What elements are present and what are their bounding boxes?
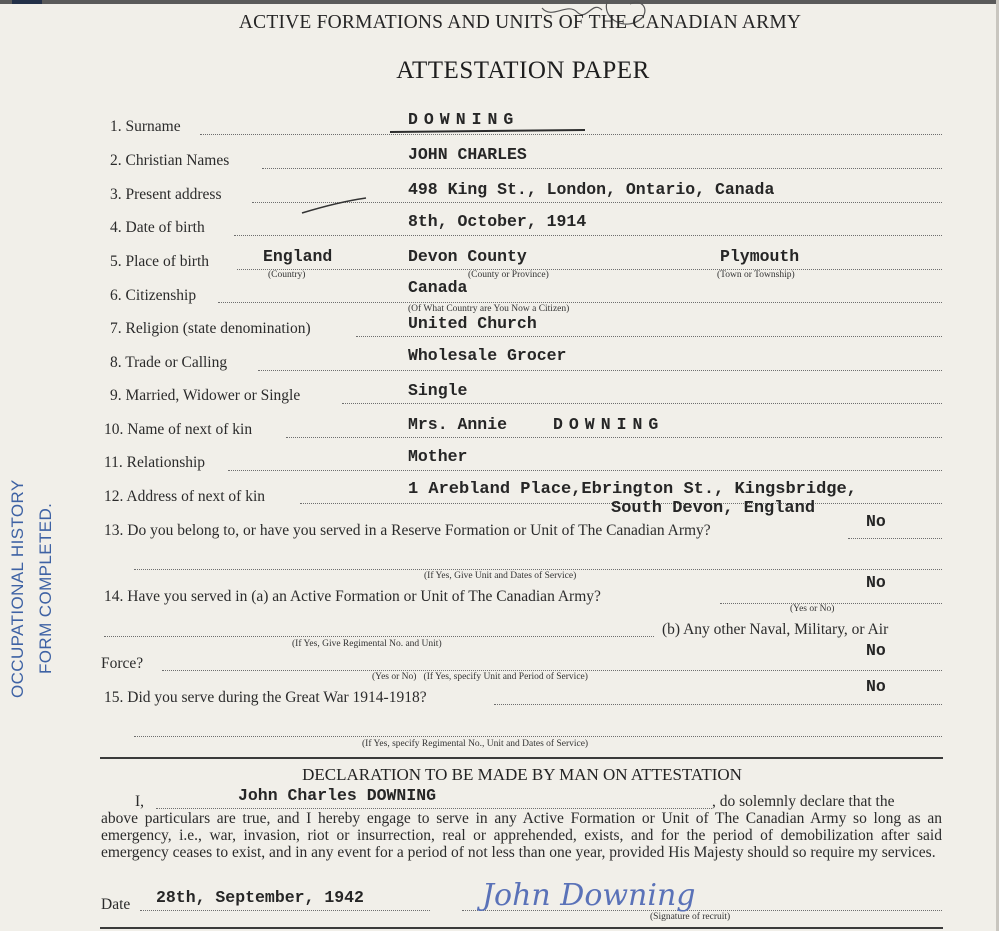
q15-answer[interactable]: No: [866, 677, 886, 696]
declaration-date-line: [140, 910, 430, 911]
date-of-birth-line: [234, 235, 942, 236]
signature-caption: (Signature of recruit): [650, 912, 731, 922]
next-of-kin-address-line2[interactable]: South Devon, England: [611, 499, 816, 518]
q14b-answer[interactable]: No: [866, 641, 886, 660]
present-address-value[interactable]: 498 King St., London, Ontario, Canada: [408, 180, 775, 199]
q14b-label: (b) Any other Naval, Military, or Air: [662, 621, 889, 638]
q15-line: [494, 704, 942, 705]
declaration-name-value[interactable]: John Charles DOWNING: [238, 786, 437, 805]
relationship-value[interactable]: Mother: [408, 447, 468, 466]
next-of-kin-line: [286, 437, 942, 438]
q14b-force-label: Force?: [101, 655, 144, 672]
citizenship-caption: (Of What Country are You Now a Citizen): [408, 304, 570, 314]
marital-status-line: [342, 403, 942, 404]
surname-label: 1. Surname: [110, 118, 181, 135]
q14-regimental-caption: (If Yes, Give Regimental No. and Unit): [292, 639, 442, 649]
declaration-date-value[interactable]: 28th, September, 1942: [156, 888, 364, 907]
declaration-after-name: , do solemnly declare that the: [712, 793, 895, 810]
q15-label: 15. Did you serve during the Great War 1914-1918?: [104, 689, 427, 706]
citizenship-value[interactable]: Canada: [408, 278, 468, 297]
citizenship-label: 6. Citizenship: [110, 287, 197, 304]
christian-names-line: [262, 168, 942, 169]
surname-underline: [390, 129, 585, 133]
q13-line: [848, 538, 942, 539]
q14b-line: [162, 670, 942, 671]
pen-stroke-icon: [300, 196, 370, 216]
marital-status-value[interactable]: Single: [408, 381, 468, 400]
page-title: ATTESTATION PAPER: [396, 57, 650, 84]
q14a-yes-no-caption: (Yes or No): [790, 604, 835, 614]
christian-names-value[interactable]: JOHN CHARLES: [408, 145, 527, 164]
religion-value[interactable]: United Church: [408, 314, 537, 333]
q15-caption: (If Yes, specify Regimental No., Unit and Dates of Service): [362, 739, 589, 749]
birth-town-caption: (Town or Township): [717, 270, 795, 280]
date-of-birth-value[interactable]: 8th, October, 1914: [408, 212, 587, 231]
relationship-line: [228, 470, 942, 471]
place-of-birth-line: [237, 269, 942, 270]
declaration-intro: I,: [135, 793, 145, 810]
birth-county-value[interactable]: Devon County: [408, 247, 527, 266]
next-of-kin-value-surname[interactable]: DOWNING: [553, 415, 665, 434]
q13-caption: (If Yes, Give Unit and Dates of Service): [424, 571, 577, 581]
religion-line: [356, 336, 942, 337]
marital-status-label: 9. Married, Widower or Single: [110, 387, 301, 404]
trade-label: 8. Trade or Calling: [110, 354, 228, 371]
q14b-caption: (Yes or No) (If Yes, specify Unit and Period of Service): [372, 672, 588, 682]
next-of-kin-value-prefix[interactable]: Mrs. Annie: [408, 415, 508, 434]
declaration-top-rule: [100, 757, 943, 759]
birth-county-caption: (County or Province): [468, 270, 549, 280]
scan-top-edge: [0, 0, 999, 4]
citizenship-line: [218, 302, 942, 303]
birth-town-value[interactable]: Plymouth: [720, 247, 800, 266]
surname-line: [200, 134, 942, 135]
birth-country-caption: (Country): [268, 270, 306, 280]
form-header: ACTIVE FORMATIONS AND UNITS OF THE CANADIAN ARMY: [238, 12, 802, 33]
trade-line: [258, 370, 942, 371]
declaration-bottom-rule: [100, 927, 943, 929]
next-of-kin-address-line1[interactable]: 1 Arebland Place,Ebrington St., Kingsbridge,: [408, 480, 857, 499]
recruit-signature: John Downing: [482, 878, 696, 913]
declaration-date-label: Date: [101, 896, 131, 913]
next-of-kin-label: 10. Name of next of kin: [104, 421, 253, 438]
birth-country-value[interactable]: England: [263, 247, 333, 266]
christian-names-label: 2. Christian Names: [110, 152, 230, 169]
occupational-history-stamp-line1: OCCUPATIONAL HISTORY: [8, 479, 27, 698]
q15-detail-line: [134, 736, 942, 737]
relationship-label: 11. Relationship: [104, 454, 206, 471]
declaration-body: above particulars are true, and I hereby engage to serve in any Active Formation or Unit of The Canadian Army so long as an emergency, i.e., war, invasion, riot or insurrection, real or apprehended, exists, and for the period of demobilization after said emergency ceases to exist, and in any event for a period of not less than one year, provided His Majesty should so require my services.: [101, 810, 942, 861]
q14-regimental-line: [104, 636, 654, 637]
date-of-birth-label: 4. Date of birth: [110, 219, 205, 236]
place-of-birth-label: 5. Place of birth: [110, 253, 210, 270]
occupational-history-stamp-line2: FORM COMPLETED.: [36, 502, 55, 674]
present-address-label: 3. Present address: [110, 186, 222, 203]
q13-answer[interactable]: No: [866, 512, 886, 531]
declaration-name-line: [156, 808, 712, 809]
q14a-label: 14. Have you served in (a) an Active Formation or Unit of The Canadian Army?: [104, 588, 601, 605]
surname-value[interactable]: DOWNING: [408, 110, 520, 129]
religion-label: 7. Religion (state denomination): [110, 320, 311, 337]
declaration-title: DECLARATION TO BE MADE BY MAN ON ATTESTATION: [302, 765, 742, 784]
scan-edge-mark: [12, 0, 42, 4]
q13-detail-line: [134, 569, 942, 570]
next-of-kin-address-label: 12. Address of next of kin: [104, 488, 266, 505]
trade-value[interactable]: Wholesale Grocer: [408, 346, 567, 365]
q14a-answer[interactable]: No: [866, 573, 886, 592]
q13-label: 13. Do you belong to, or have you served in a Reserve Formation or Unit of The Canadian Army?: [104, 522, 711, 539]
